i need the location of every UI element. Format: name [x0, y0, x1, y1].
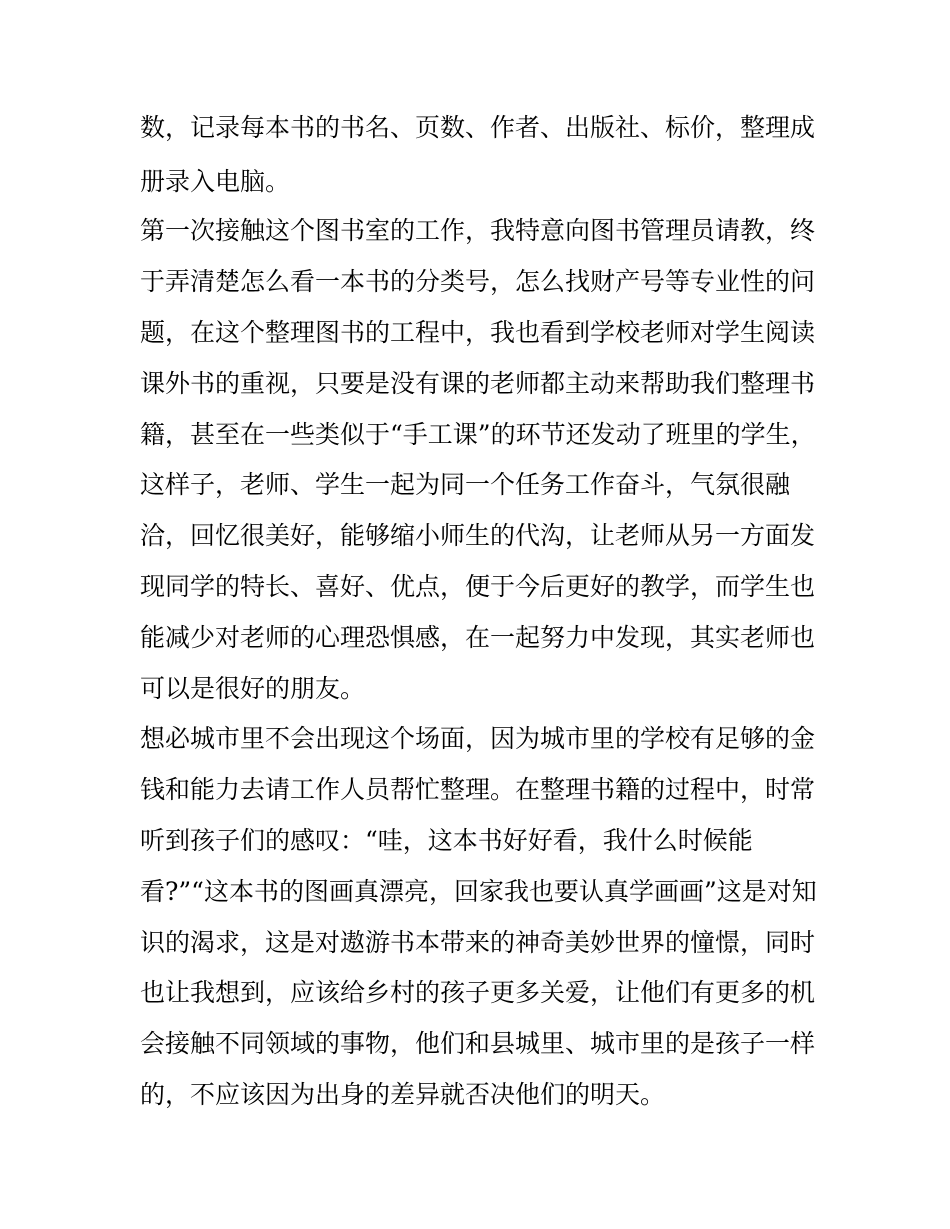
text-line: 听到孩子们的感叹：“哇，这本书好好看，我什么时候能 [140, 826, 753, 855]
text-line: 的，不应该因为出身的差异就否决他们的明天。 [140, 1080, 666, 1109]
text-line: 可以是很好的朋友。 [140, 674, 366, 703]
text-line: 册录入电脑。 [140, 167, 291, 196]
text-line: 也让我想到，应该给乡村的孩子更多关爱，让他们有更多的机 [140, 978, 816, 1007]
text-line: 籍，甚至在一些类似于“手工课”的环节还发动了班里的学生， [140, 420, 816, 449]
text-line: 数，记录每本书的书名、页数、作者、出版社、标价，整理成 [140, 113, 816, 142]
text-line: 想必城市里不会出现这个场面，因为城市里的学校有足够的金 [140, 724, 816, 753]
text-line: 洽，回忆很美好，能够缩小师生的代沟，让老师从另一方面发 [140, 521, 816, 550]
text-line: 会接触不同领域的事物，他们和县城里、城市里的是孩子一样 [140, 1029, 816, 1058]
text-line: 于弄清楚怎么看一本书的分类号，怎么找财产号等专业性的问 [140, 267, 816, 296]
text-line: 现同学的特长、喜好、优点，便于今后更好的教学，而学生也 [140, 572, 816, 601]
text-line: 看?”“这本书的图画真漂亮，回家我也要认真学画画”这是对知 [140, 877, 817, 906]
text-line: 这样子，老师、学生一起为同一个任务工作奋斗，气氛很融 [140, 470, 791, 499]
text-line: 课外书的重视，只要是没有课的老师都主动来帮助我们整理书 [140, 369, 816, 398]
text-line: 第一次接触这个图书室的工作，我特意向图书管理员请教，终 [140, 216, 816, 245]
text-line: 识的渴求，这是对遨游书本带来的神奇美妙世界的憧憬，同时 [140, 928, 816, 957]
text-line: 能减少对老师的心理恐惧感，在一起努力中发现，其实老师也 [140, 623, 816, 652]
text-line: 题，在这个整理图书的工程中，我也看到学校老师对学生阅读 [140, 318, 816, 347]
text-line: 钱和能力去请工作人员帮忙整理。在整理书籍的过程中，时常 [140, 775, 816, 804]
